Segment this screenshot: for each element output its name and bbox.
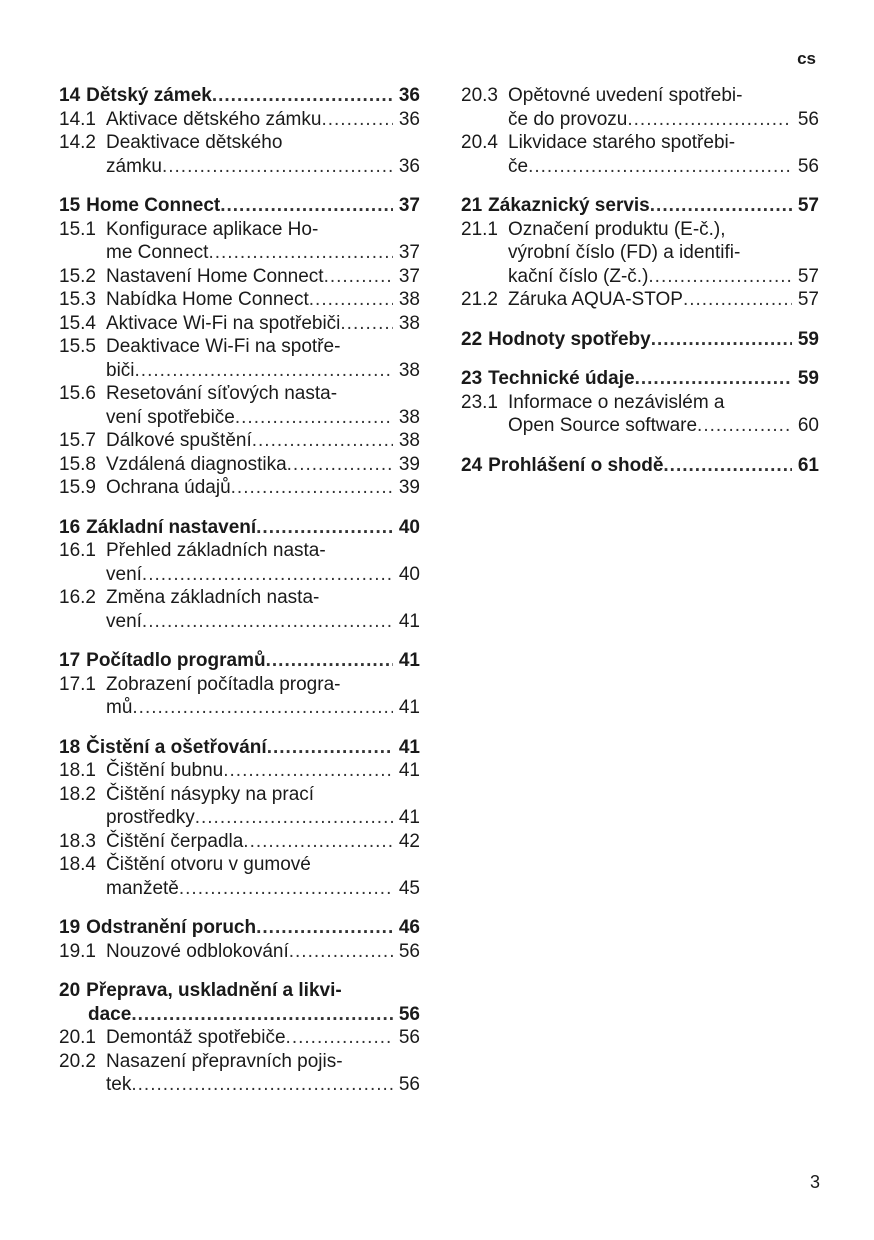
toc-entry[interactable]	[59, 1026, 420, 1050]
entry-title: Nasazení přepravních pojis-	[106, 1050, 343, 1072]
entry-title: Přehled základních nasta-	[106, 540, 326, 561]
entry-number: 17.1	[59, 673, 96, 695]
heading-title: Technické údaje	[488, 368, 635, 389]
heading-number: 20	[59, 980, 81, 1001]
entry-page: 37	[398, 265, 420, 287]
entry-number: 23.1	[461, 391, 498, 413]
toc-entry-continuation[interactable]	[59, 610, 420, 634]
entry-number: 20.1	[59, 1027, 96, 1048]
heading-number: 23	[461, 368, 483, 389]
entry-title: Deaktivace dětského	[106, 132, 283, 153]
heading-title: Počítadlo programů	[86, 650, 266, 671]
toc-entry[interactable]	[461, 218, 819, 242]
entry-number: 21.2	[461, 289, 498, 310]
entry-title-cont: mů	[106, 697, 133, 718]
entry-title: Likvidace starého spotřebi-	[508, 132, 736, 153]
entry-title: Čištění bubnu	[106, 760, 224, 781]
entry-title: Nabídka Home Connect	[106, 289, 309, 310]
entry-title: Zobrazení počítadla progra-	[106, 673, 341, 695]
toc-entry-continuation[interactable]	[461, 265, 819, 289]
entry-number: 15.6	[59, 383, 96, 404]
heading-title: Home Connect	[86, 195, 221, 216]
entry-number: 18.2	[59, 783, 96, 805]
toc-section-19	[59, 916, 420, 963]
entry-title: Označení produktu (E-č.),	[508, 218, 726, 240]
toc-entry[interactable]	[59, 453, 420, 477]
toc-entry[interactable]	[59, 108, 420, 132]
heading-page: 59	[797, 368, 819, 389]
toc-entry-continuation[interactable]	[59, 696, 420, 720]
entry-number: 18.4	[59, 854, 96, 875]
toc-left-column	[59, 84, 420, 1113]
heading-title: Přeprava, uskladnění a likvi-	[86, 980, 342, 1001]
toc-entry[interactable]	[59, 131, 420, 155]
toc-heading[interactable]	[59, 84, 420, 108]
entry-page: 38	[398, 406, 420, 428]
entry-number: 15.9	[59, 477, 96, 498]
entry-title-cont: tek	[106, 1074, 132, 1095]
heading-number: 15	[59, 195, 81, 216]
toc-heading[interactable]	[59, 916, 420, 940]
entry-number: 15.1	[59, 218, 96, 240]
toc-entry-continuation[interactable]	[461, 414, 819, 438]
entry-number: 21.1	[461, 218, 498, 240]
heading-page: 59	[797, 328, 819, 350]
toc-entry[interactable]	[59, 288, 420, 312]
entry-title: Informace o nezávislém a	[508, 391, 725, 413]
toc-heading[interactable]	[461, 194, 819, 218]
entry-number: 20.3	[461, 85, 498, 106]
entry-page: 56	[398, 940, 420, 962]
entry-title: Demontáž spotřebiče	[106, 1027, 286, 1048]
heading-page: 57	[797, 195, 819, 216]
entry-title: Aktivace dětského zámku	[106, 108, 322, 130]
entry-number: 19.1	[59, 940, 96, 962]
toc-section-20	[59, 979, 420, 1097]
toc-entry[interactable]	[59, 783, 420, 807]
entry-number: 14.1	[59, 108, 96, 130]
entry-title-cont: manžetě	[106, 877, 179, 899]
entry-page: 56	[797, 155, 819, 177]
entry-number: 14.2	[59, 132, 96, 153]
entry-number: 15.7	[59, 430, 96, 451]
entry-title: Opětovné uvedení spotřebi-	[508, 85, 743, 106]
toc-section-20-continued	[461, 84, 819, 178]
entry-page: 40	[398, 563, 420, 585]
entry-title-cont: zámku	[106, 155, 162, 177]
toc-entry[interactable]	[59, 940, 420, 964]
toc-entry[interactable]	[59, 312, 420, 336]
heading-page: 56	[398, 1003, 420, 1025]
toc-entry-continuation[interactable]	[461, 155, 819, 179]
entry-number: 16.1	[59, 540, 96, 561]
toc-section-15	[59, 194, 420, 500]
toc-entry-continuation[interactable]	[461, 108, 819, 132]
entry-page: 38	[398, 289, 420, 310]
entry-page: 37	[398, 242, 420, 263]
toc-heading[interactable]	[461, 367, 819, 391]
entry-title-cont: kační číslo (Z-č.)	[508, 265, 649, 287]
page-number: 3	[809, 1172, 820, 1192]
entry-page: 38	[398, 430, 420, 451]
toc-entry-continuation[interactable]	[59, 406, 420, 430]
toc-section-16	[59, 516, 420, 634]
entry-page: 56	[398, 1074, 420, 1095]
entry-page: 39	[398, 477, 420, 498]
entry-page: 41	[398, 610, 420, 632]
toc-entry-continuation[interactable]	[59, 241, 420, 265]
heading-page: 41	[398, 736, 420, 758]
toc-entry[interactable]	[59, 335, 420, 359]
heading-page: 37	[398, 195, 420, 216]
entry-page: 57	[797, 265, 819, 287]
toc-entry-continuation[interactable]	[59, 1073, 420, 1097]
toc-entry[interactable]	[59, 586, 420, 610]
toc-entry[interactable]	[59, 759, 420, 783]
entry-title: Deaktivace Wi-Fi na spotře-	[106, 336, 341, 357]
entry-title: Čištění otvoru v gumové	[106, 854, 311, 875]
entry-page: 60	[797, 415, 819, 436]
language-code: cs	[797, 49, 816, 68]
toc-entry[interactable]	[59, 853, 420, 877]
entry-title: Čištění násypky na prací	[106, 783, 315, 805]
heading-page: 46	[398, 917, 420, 938]
heading-page: 61	[797, 454, 819, 476]
entry-number: 15.4	[59, 312, 96, 334]
heading-number: 19	[59, 917, 81, 938]
toc-section-18	[59, 736, 420, 901]
entry-number: 15.8	[59, 453, 96, 475]
toc-section-23	[461, 367, 819, 438]
toc-heading[interactable]	[461, 328, 819, 352]
toc-entry[interactable]	[59, 265, 420, 289]
heading-page: 36	[398, 85, 420, 106]
entry-title-cont: me Connect	[106, 242, 209, 263]
heading-page: 41	[398, 650, 420, 671]
toc-right-column	[461, 84, 819, 493]
entry-title: Nastavení Home Connect	[106, 265, 324, 287]
entry-title-cont: výrobní číslo (FD) a identifi-	[508, 242, 741, 263]
toc-section-21	[461, 194, 819, 312]
heading-title: Čistění a ošetřování	[86, 736, 267, 758]
heading-number: 18	[59, 736, 81, 758]
toc-entry[interactable]	[59, 218, 420, 242]
toc-entry[interactable]	[59, 382, 420, 406]
entry-title-cont: če	[508, 155, 529, 177]
toc-entry[interactable]	[461, 131, 819, 155]
entry-number: 18.1	[59, 760, 96, 781]
toc-entry-continuation[interactable]	[59, 563, 420, 587]
heading-title: Zákaznický servis	[488, 195, 650, 216]
entry-title: Čištění čerpadla	[106, 830, 244, 852]
heading-title: Hodnoty spotřeby	[488, 328, 651, 350]
entry-title-cont: prostředky	[106, 807, 195, 828]
toc-entry[interactable]	[461, 288, 819, 312]
entry-page: 57	[797, 289, 819, 310]
heading-title: Dětský zámek	[86, 85, 212, 106]
entry-page: 41	[398, 807, 420, 828]
entry-page: 36	[398, 155, 420, 177]
heading-page: 40	[398, 516, 420, 538]
toc-entry-continuation[interactable]	[59, 155, 420, 179]
toc-heading[interactable]	[59, 516, 420, 540]
entry-title: Ochrana údajů	[106, 477, 231, 498]
heading-number: 21	[461, 195, 483, 216]
toc-entry[interactable]	[59, 539, 420, 563]
toc-entry-continuation[interactable]	[59, 877, 420, 901]
entry-title-cont: vení spotřebiče	[106, 406, 235, 428]
entry-number: 20.4	[461, 132, 498, 153]
entry-page: 39	[398, 453, 420, 475]
heading-number: 16	[59, 516, 81, 538]
entry-number: 16.2	[59, 587, 96, 608]
heading-title: Prohlášení o shodě	[488, 454, 664, 476]
entry-page: 45	[398, 877, 420, 899]
heading-title: Odstranění poruch	[86, 917, 257, 938]
toc-entry[interactable]	[59, 429, 420, 453]
toc-entry-continuation[interactable]	[59, 359, 420, 383]
entry-title: Aktivace Wi-Fi na spotřebiči	[106, 312, 341, 334]
entry-number: 15.3	[59, 289, 96, 310]
toc-heading[interactable]	[59, 194, 420, 218]
entry-title: Nouzové odblokování	[106, 940, 289, 962]
toc-heading-continuation[interactable]	[59, 1003, 420, 1027]
entry-page: 56	[797, 108, 819, 130]
entry-title-cont: vení	[106, 610, 142, 632]
heading-number: 24	[461, 454, 483, 476]
toc-section-22	[461, 328, 819, 352]
entry-page: 41	[398, 760, 420, 781]
toc-heading[interactable]	[59, 979, 420, 1003]
heading-title-cont: dace	[88, 1003, 132, 1025]
toc-entry[interactable]	[59, 1050, 420, 1074]
entry-title-cont: biči	[106, 359, 135, 381]
entry-page: 41	[398, 697, 420, 718]
toc-heading[interactable]	[59, 649, 420, 673]
entry-title-cont: Open Source software	[508, 415, 698, 436]
entry-page: 56	[398, 1027, 420, 1048]
toc-entry[interactable]	[461, 391, 819, 415]
toc-entry-continuation[interactable]	[461, 241, 819, 265]
entry-title: Resetování síťových nasta-	[106, 383, 338, 404]
entry-page: 36	[398, 108, 420, 130]
entry-number: 15.5	[59, 336, 96, 357]
entry-page: 38	[398, 359, 420, 381]
toc-entry[interactable]	[59, 476, 420, 500]
toc-section-14	[59, 84, 420, 178]
entry-title-cont: če do provozu	[508, 108, 628, 130]
entry-title: Záruka AQUA-STOP	[508, 289, 683, 310]
heading-title: Základní nastavení	[86, 516, 257, 538]
entry-page: 42	[398, 830, 420, 852]
entry-page: 38	[398, 312, 420, 334]
toc-heading[interactable]	[59, 736, 420, 760]
toc-section-17	[59, 649, 420, 720]
heading-number: 14	[59, 85, 81, 106]
entry-title: Konfigurace aplikace Ho-	[106, 218, 319, 240]
entry-title-cont: vení	[106, 563, 142, 585]
entry-number: 15.2	[59, 265, 96, 287]
toc-heading[interactable]	[461, 454, 819, 478]
entry-number: 18.3	[59, 830, 96, 852]
toc-entry-continuation[interactable]	[59, 806, 420, 830]
entry-number: 20.2	[59, 1050, 96, 1072]
entry-title: Změna základních nasta-	[106, 587, 320, 608]
entry-title: Vzdálená diagnostika	[106, 453, 287, 475]
heading-number: 22	[461, 328, 483, 350]
entry-title: Dálkové spuštění	[106, 430, 252, 451]
toc-entry[interactable]	[59, 830, 420, 854]
toc-entry[interactable]	[59, 673, 420, 697]
heading-number: 17	[59, 650, 81, 671]
toc-entry[interactable]	[461, 84, 819, 108]
toc-section-24	[461, 454, 819, 478]
